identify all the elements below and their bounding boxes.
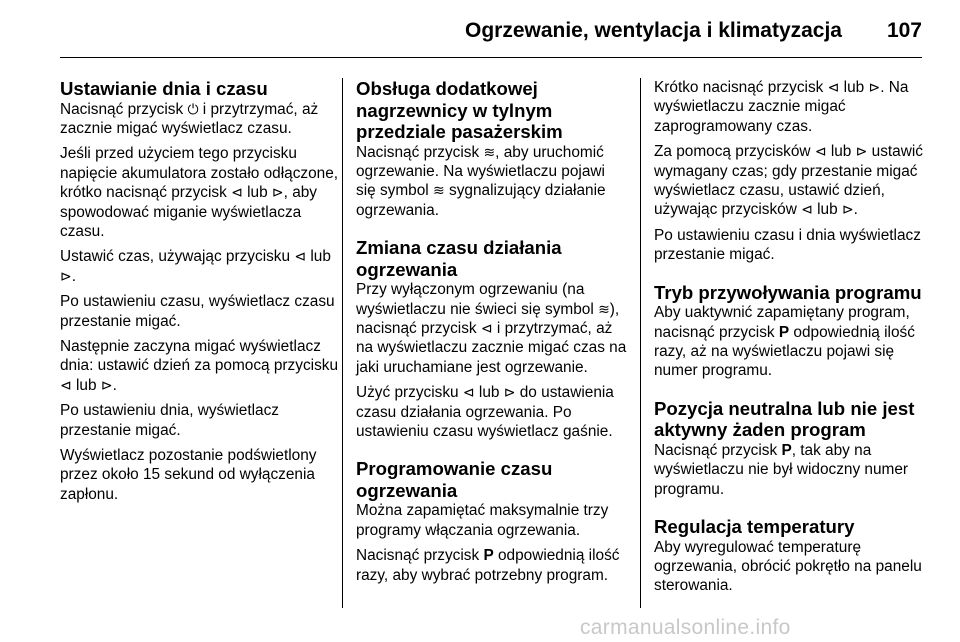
paragraph: Następnie zaczyna migać wyświetlacz dnia: ustawić dzień za pomocą przycisku ⊲ lub ⊳. (60, 337, 339, 394)
paragraph: Krótko nacisnąć przycisk ⊲ lub ⊳. Na wyświetlaczu zacznie migać zaprogramowany czas. (654, 79, 909, 135)
paragraph: Jeśli przed użyciem tego przycisku napięcie akumulatora zostało odłączone, krótko nacisnąć przycisk ⊲ lub ⊳, aby spowodować miganie wyświetlacza czasu. (60, 145, 339, 240)
triangle-left-icon: ⊲ (60, 376, 72, 393)
triangle-right-icon: ⊳ (100, 376, 113, 393)
column-separator-2 (640, 78, 641, 608)
column-separator-1 (342, 78, 343, 608)
paragraph: Za pomocą przycisków ⊲ lub ⊳ ustawić wymagany czas; gdy przestanie migać wyświetlacz czasu, ustawić dzień, używając przycisków ⊲ lub ⊳. (654, 143, 923, 219)
paragraph: Aby uaktywnić zapamiętany program, nacisnąć przycisk P odpowiednią ilość razy, aż na wyświetlaczu pojawi się numer programu. (654, 304, 915, 380)
paragraph: Użyć przycisku ⊲ lub ⊳ do ustawienia czasu działania ogrzewania. Po ustawieniu czasu wyświetlacz gaśnie. (356, 384, 614, 440)
p-button-label: P (483, 547, 494, 565)
section-heading-programming: Programowanie czasu ogrzewania (356, 458, 553, 501)
paragraph: Po ustawieniu czasu, wyświetlacz czasu przestanie migać. (60, 293, 335, 330)
section-heading-rear-heater: Obsługa dodatkowej nagrzewnicy w tylnym przedziale pasażerskim (356, 78, 563, 142)
triangle-left-icon: ⊲ (814, 143, 827, 160)
triangle-right-icon: ⊳ (868, 79, 881, 95)
clock-icon: ⏻ (187, 100, 199, 117)
p-button-label: P (778, 323, 790, 341)
triangle-left-icon: ⊲ (294, 248, 307, 265)
paragraph: Nacisnąć przycisk P odpowiednią ilość razy, aby wybrać potrzebny program. (356, 547, 620, 584)
triangle-left-icon: ⊲ (480, 319, 493, 336)
heater-wave-icon: ≋ (432, 182, 445, 199)
triangle-right-icon: ⊳ (271, 184, 284, 201)
paragraph: Ustawić czas, używając przycisku ⊲ lub ⊳. (60, 248, 331, 285)
paragraph: Nacisnąć przycisk ⏻ i przytrzymać, aż zacznie migać wyświetlacz czasu. (60, 100, 319, 137)
triangle-right-icon: ⊳ (503, 384, 516, 401)
paragraph: Po ustawieniu dnia, wyświetlacz przestanie migać. (60, 402, 279, 439)
p-button-label: P (781, 441, 792, 459)
page-number: 107 (886, 19, 922, 42)
triangle-left-icon: ⊲ (801, 201, 813, 218)
heater-wave-icon: ≋ (598, 300, 610, 317)
header-rule (60, 57, 922, 58)
triangle-right-icon: ⊳ (855, 143, 868, 160)
column-2 (356, 78, 628, 591)
watermark: carmanualsonline.info (580, 616, 791, 639)
paragraph: Aby wyregulować temperaturę ogrzewania, obrócić pokrętło na panelu sterowania. (654, 538, 922, 595)
section-heading-temperature: Regulacja temperatury (654, 516, 855, 537)
paragraph: Można zapamiętać maksymalnie trzy programy włączania ogrzewania. (356, 502, 609, 539)
paragraph: Nacisnąć przycisk ≋, aby uruchomić ogrzewanie. Na wyświetlaczu pojawi się symbol ≋ sygnalizujący działanie ogrzewania. (356, 143, 606, 219)
header-title: Ogrzewanie, wentylacja i klimatyzacja (464, 19, 842, 42)
triangle-right-icon: ⊳ (841, 201, 854, 218)
column-1 (60, 78, 342, 510)
section-heading-neutral-position: Pozycja neutralna lub nie jest aktywny żaden program (654, 397, 915, 441)
triangle-left-icon: ⊲ (462, 384, 475, 401)
section-heading-change-time: Zmiana czasu działania ogrzewania (356, 237, 562, 280)
section-heading-recall-mode: Tryb przywoływania programu (654, 281, 922, 303)
section-heading-day-time: Ustawianie dnia i czasu (60, 78, 268, 99)
triangle-right-icon: ⊳ (60, 267, 72, 284)
page-header (0, 0, 960, 64)
paragraph: Po ustawieniu czasu i dnia wyświetlacz przestanie migać. (654, 226, 921, 264)
column-3 (654, 78, 926, 602)
paragraph: Przy wyłączonym ogrzewaniu (na wyświetlaczu nie świeci się symbol ≋), nacisnąć przycisk ⊲ i przytrzymać, aż na wyświetlaczu zacznie migać czas na jaki uruchamiane jest ogrzewanie. (356, 281, 627, 376)
heater-wave-icon: ≋ (483, 143, 496, 160)
paragraph: Nacisnąć przycisk P, tak aby na wyświetlaczu nie był widoczny numer programu. (654, 441, 909, 498)
triangle-left-icon: ⊲ (231, 184, 243, 201)
triangle-left-icon: ⊲ (827, 79, 840, 95)
paragraph: Wyświetlacz pozostanie podświetlony przez około 15 sekund od wyłączenia zapłonu. (60, 447, 317, 503)
